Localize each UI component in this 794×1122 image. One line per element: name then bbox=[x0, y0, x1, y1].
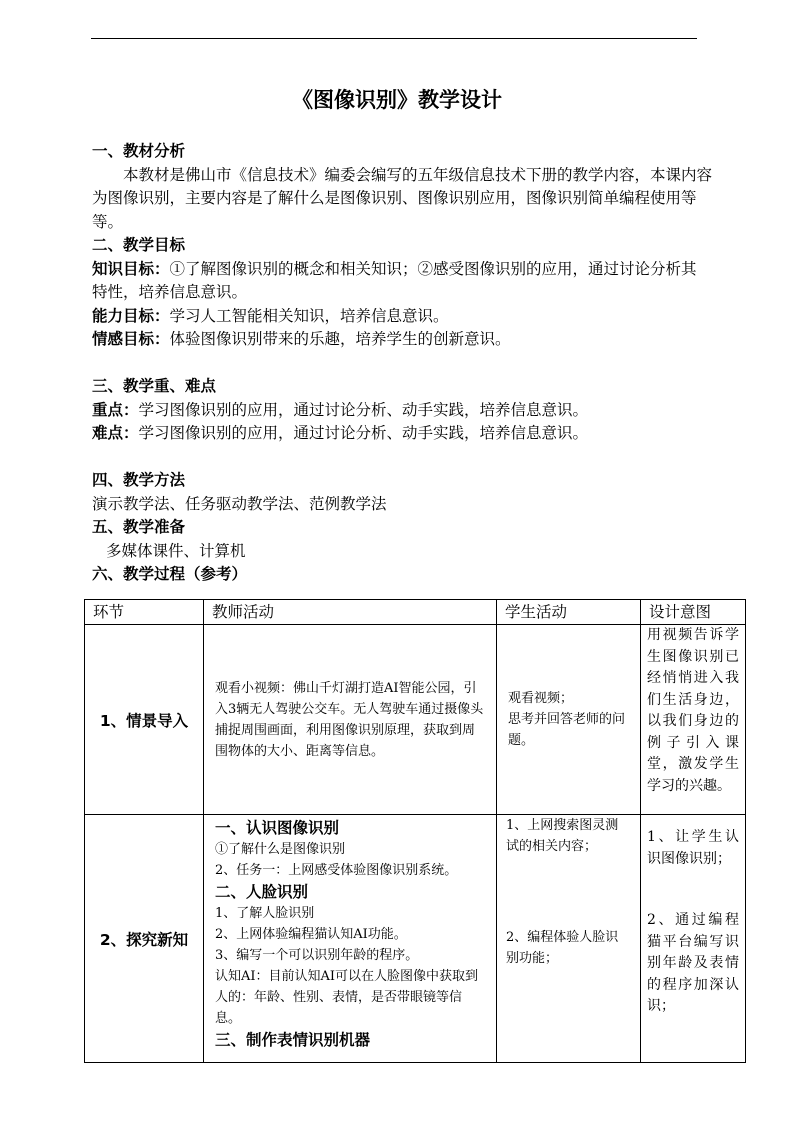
teacher-line: 3、编写一个可以识别年龄的程序。 bbox=[215, 948, 419, 963]
ability-goal-text: 学习人工智能相关知识，培养信息意识。 bbox=[169, 306, 449, 325]
teacher-line: 1、了解人脸识别 bbox=[215, 906, 315, 921]
emotion-goal-text: 体验图像识别带来的乐趣，培养学生的创新意识。 bbox=[169, 330, 511, 348]
stage-cell: 1、情景导入 bbox=[85, 625, 204, 815]
student-activity-line: 思考并回答老师的问题。 bbox=[508, 712, 626, 748]
intent-cell bbox=[641, 815, 746, 1063]
intent-cell bbox=[641, 625, 746, 815]
teacher-subheading: 一、认识图像识别 bbox=[215, 819, 340, 837]
student-activity-line: 1、上网搜索图灵测试的相关内容； bbox=[506, 818, 619, 854]
section-1-text: 本教材是佛山市《信息技术》编委会编写的五年级信息技术下册的教学内容，本课内容为图像识别，主要内容是了解什么是图像识别、图像识别应用，图像识别简单编程使用等等。 bbox=[92, 165, 713, 231]
ability-goal-label: 能力目标： bbox=[92, 306, 170, 325]
table-header-row bbox=[85, 600, 746, 625]
student-activity-line: 2、编程体验人脸识别功能； bbox=[506, 930, 619, 966]
student-activity-cell bbox=[497, 815, 641, 1063]
header-teacher: 教师活动 bbox=[204, 600, 497, 625]
table-row bbox=[85, 815, 746, 1063]
stage-cell: 2、探究新知 bbox=[85, 815, 204, 1063]
teacher-activity-cell bbox=[204, 815, 497, 1063]
emotion-goal bbox=[92, 328, 712, 352]
section-2-heading: 二、教学目标 bbox=[92, 236, 186, 254]
intent-line: 2、通过编程猫平台编写识别年龄及表情的程序加深认识； bbox=[647, 912, 739, 1014]
section-3-heading: 三、教学重、难点 bbox=[92, 377, 217, 395]
emotion-goal-label: 情感目标： bbox=[92, 330, 170, 348]
section-4-heading: 四、教学方法 bbox=[92, 471, 186, 489]
section-6-heading: 六、教学过程（参考） bbox=[92, 565, 248, 583]
table-row bbox=[85, 625, 746, 815]
document-body bbox=[92, 140, 712, 587]
student-activity-cell bbox=[497, 625, 641, 815]
teacher-line: 认知AI：目前认知AI可以在人脸图像中获取到人的：年龄、性别、表情，是否带眼镜等信息。 bbox=[215, 969, 479, 1026]
document-title: 《图像识别》教学设计 bbox=[292, 88, 502, 112]
knowledge-goal-label: 知识目标： bbox=[92, 259, 170, 278]
difficult-point-text: 学习图像识别的应用，通过讨论分析、动手实践，培养信息意识。 bbox=[138, 424, 589, 442]
teacher-activity-text: 观看小视频：佛山千灯湖打造AI智能公园，引入3辆无人驾驶公交车。无人驾驶车通过摄像头捕捉周围画面，利用图像识别原理，获取到周围物体的大小、距离等信息。 bbox=[215, 680, 484, 759]
knowledge-goal-text: ①了解图像识别的概念和相关知识；②感受图像识别的应用，通过讨论分析其特性，培养信息意识。 bbox=[92, 259, 697, 301]
teacher-subheading: 二、人脸识别 bbox=[215, 883, 309, 901]
section-5-heading: 五、教学准备 bbox=[92, 518, 186, 536]
header-stage: 环节 bbox=[85, 600, 204, 625]
teacher-subheading: 三、制作表情识别机器 bbox=[215, 1031, 371, 1049]
key-point-text: 学习图像识别的应用，通过讨论分析、动手实践，培养信息意识。 bbox=[138, 400, 589, 419]
key-point bbox=[92, 399, 712, 423]
teacher-line: ①了解什么是图像识别 bbox=[215, 842, 346, 857]
ability-goal bbox=[92, 305, 712, 329]
teacher-line: 2、任务一：上网感受体验图像识别系统。 bbox=[215, 863, 458, 878]
teaching-process-table bbox=[84, 599, 746, 1063]
header-student: 学生活动 bbox=[497, 600, 641, 625]
teacher-activity-cell bbox=[204, 625, 497, 815]
section-4-text: 演示教学法、任务驱动教学法、范例教学法 bbox=[92, 494, 387, 513]
intent-text: 用视频告诉学生图像识别已经悄悄进入我们生活身边，以我们身边的例子引入课堂，激发学生学习的兴趣。 bbox=[647, 627, 739, 794]
difficult-point bbox=[92, 422, 712, 446]
key-point-label: 重点： bbox=[92, 400, 139, 419]
knowledge-goal bbox=[92, 258, 712, 305]
section-1-heading: 一、教材分析 bbox=[92, 142, 186, 160]
intent-line: 1、让学生认识图像识别； bbox=[647, 829, 739, 867]
section-5-text: 多媒体课件、计算机 bbox=[106, 541, 246, 560]
header-intent: 设计意图 bbox=[641, 600, 746, 625]
teacher-line: 2、上网体验编程猫认知AI功能。 bbox=[215, 927, 407, 942]
difficult-point-label: 难点： bbox=[92, 424, 139, 442]
header-rule bbox=[91, 38, 697, 39]
student-activity-line: 观看视频； bbox=[508, 691, 574, 706]
